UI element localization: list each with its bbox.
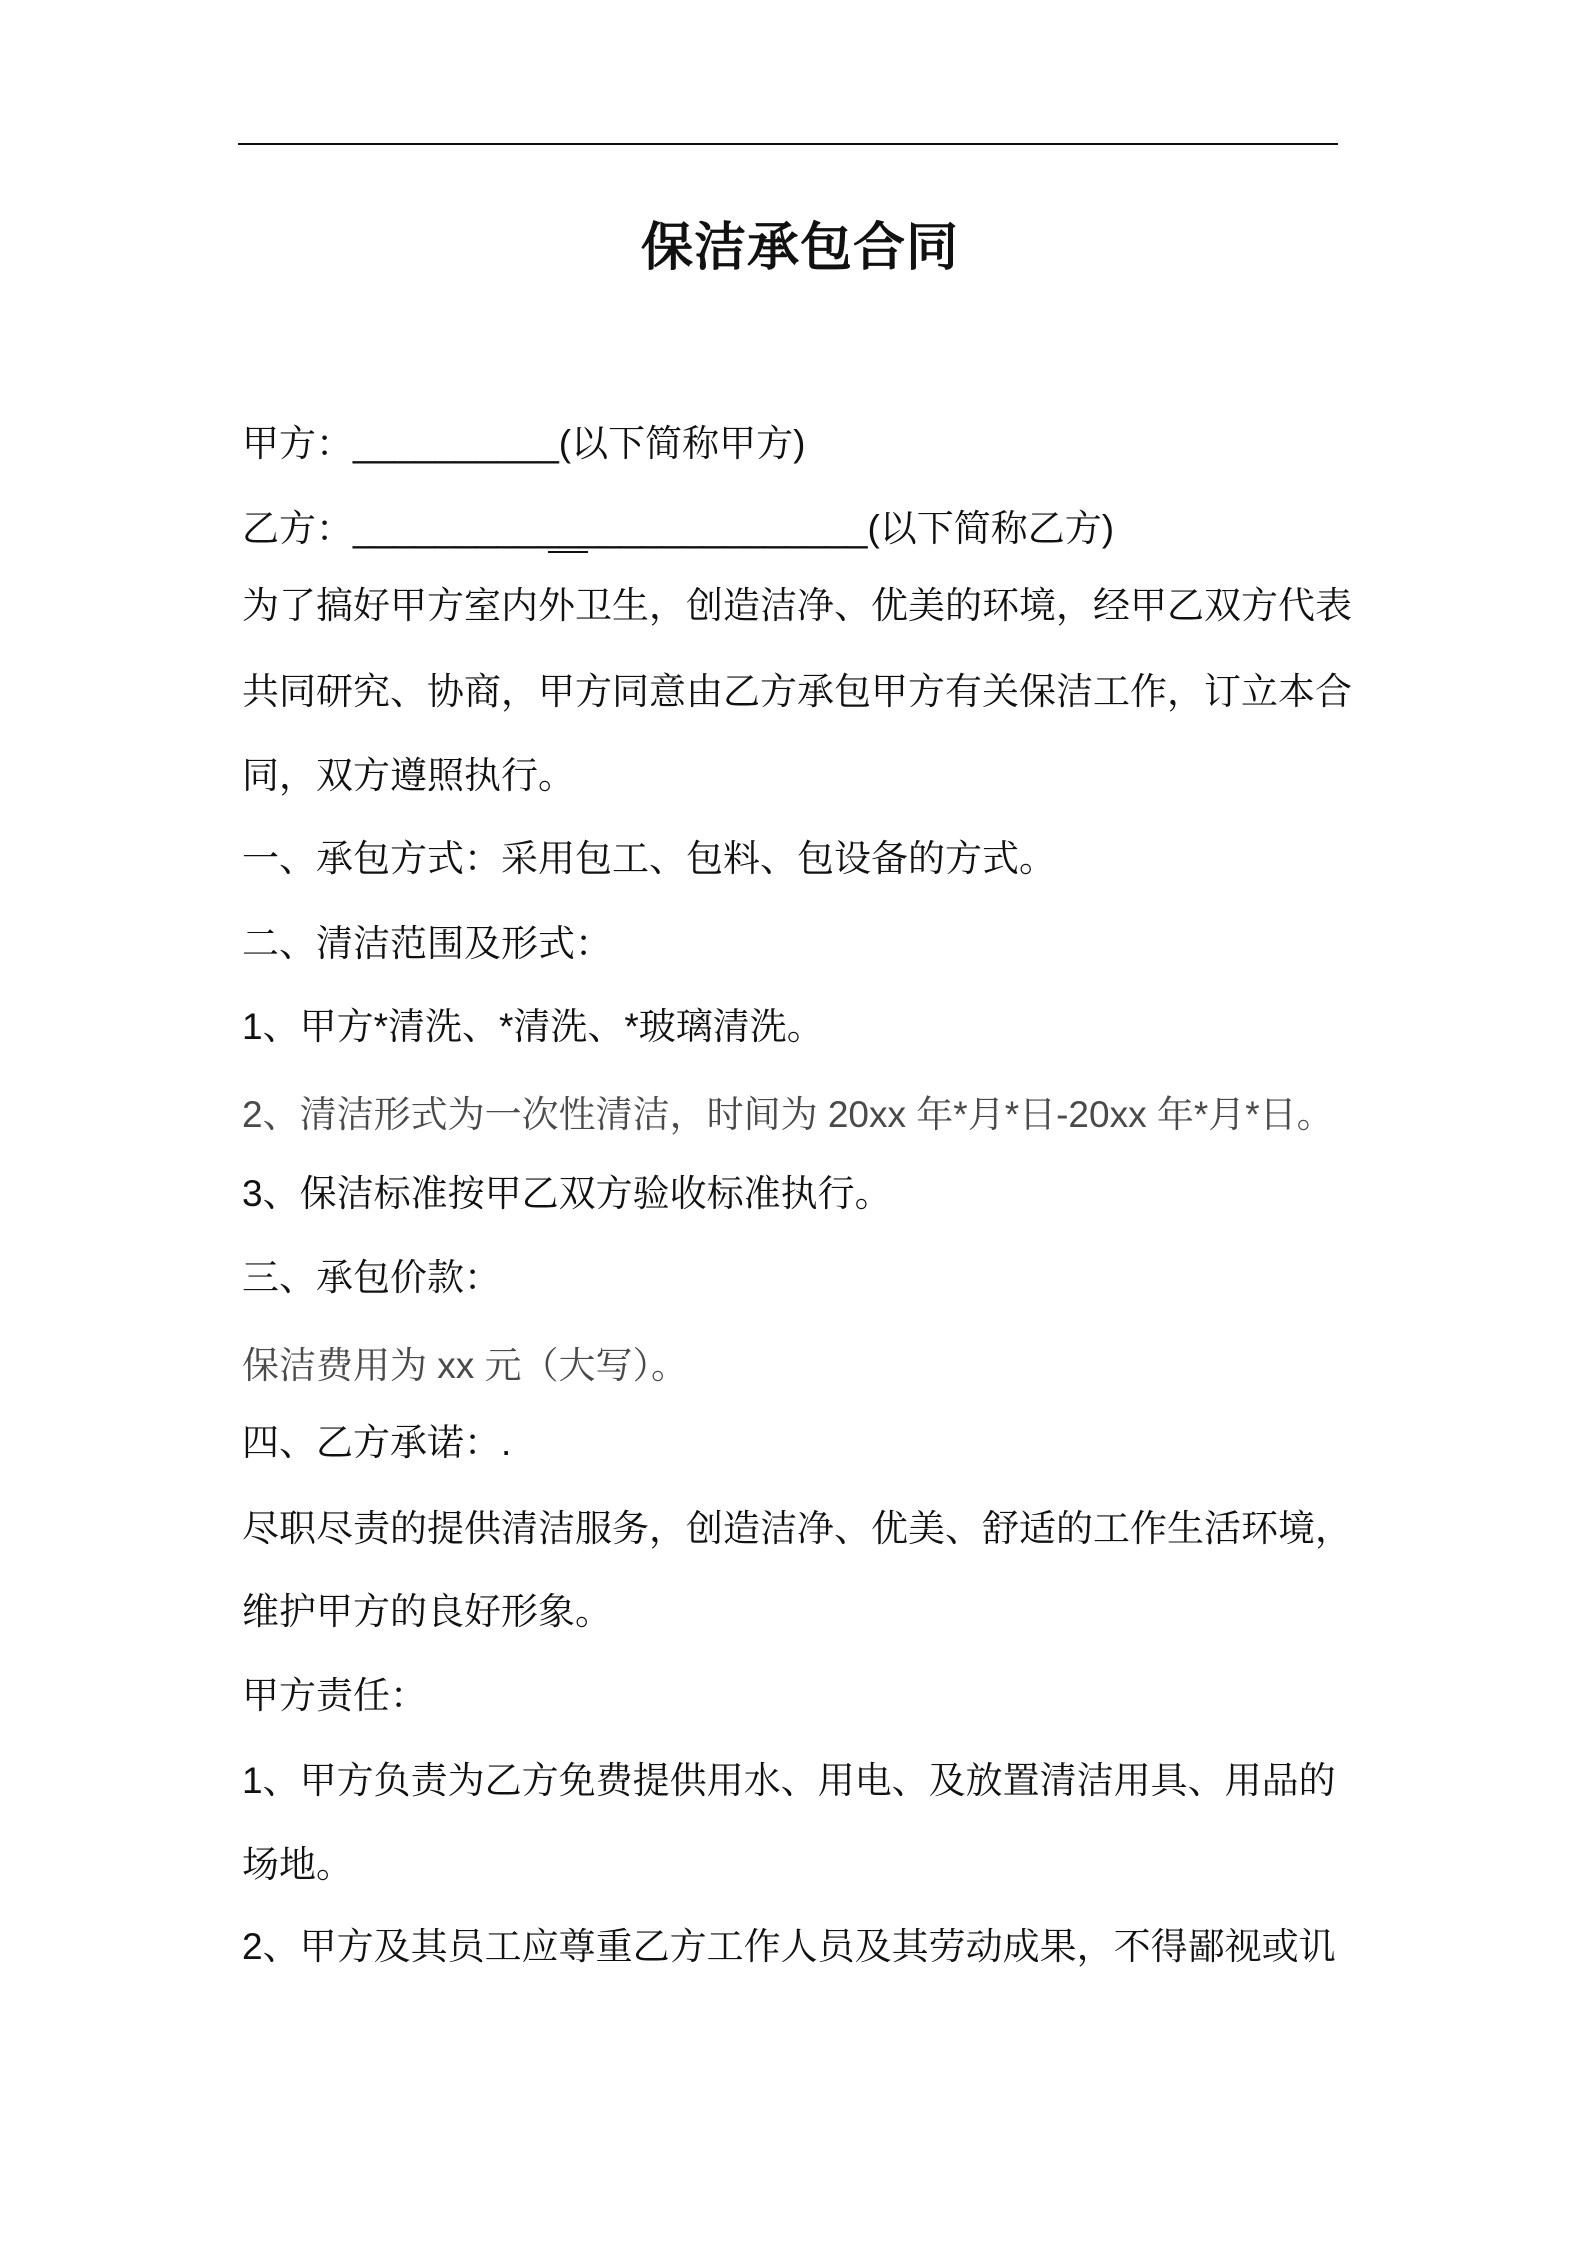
section-commitment-heading: 四、乙方承诺：. [242, 1422, 512, 1463]
commitment-line: 维护甲方的良好形象。 [242, 1591, 612, 1632]
section-price-heading: 三、承包价款： [242, 1257, 501, 1298]
duty-line: 场地。 [242, 1844, 353, 1885]
header-rule [238, 143, 1338, 145]
section-scope-heading: 二、清洁范围及形式： [242, 923, 612, 964]
underline-mark [548, 551, 588, 553]
duty-line: 2、甲方及其员工应尊重乙方工作人员及其劳动成果，不得鄙视或讥 [242, 1926, 1336, 1967]
scope-item: 2、清洁形式为一次性清洁，时间为 20xx 年*月*日-20xx 年*月*日。 [242, 1094, 1334, 1135]
preamble-line: 同，双方遵照执行。 [242, 755, 575, 796]
party-a-duties-heading: 甲方责任： [242, 1675, 427, 1716]
preamble-line: 为了搞好甲方室内外卫生，创造洁净、优美的环境，经甲乙双方代表 [242, 585, 1352, 626]
party-a-line: 甲方：__________(以下简称甲方) [242, 423, 806, 464]
section-contract-method: 一、承包方式：采用包工、包料、包设备的方式。 [242, 838, 1056, 879]
party-b-line: 乙方：_________________________(以下简称乙方) [242, 508, 1115, 549]
scope-item: 1、甲方*清洗、*清洗、*玻璃清洗。 [242, 1006, 824, 1047]
price-text: 保洁费用为 xx 元（大写）。 [242, 1345, 689, 1386]
scope-item: 3、保洁标准按甲乙双方验收标准执行。 [242, 1173, 892, 1214]
duty-line: 1、甲方负责为乙方免费提供用水、用电、及放置清洁用具、用品的 [242, 1760, 1336, 1801]
commitment-line: 尽职尽责的提供清洁服务，创造洁净、优美、舒适的工作生活环境， [242, 1508, 1352, 1549]
document-title: 保洁承包合同 [640, 219, 959, 277]
preamble-line: 共同研究、协商，甲方同意由乙方承包甲方有关保洁工作，订立本合 [242, 671, 1352, 712]
